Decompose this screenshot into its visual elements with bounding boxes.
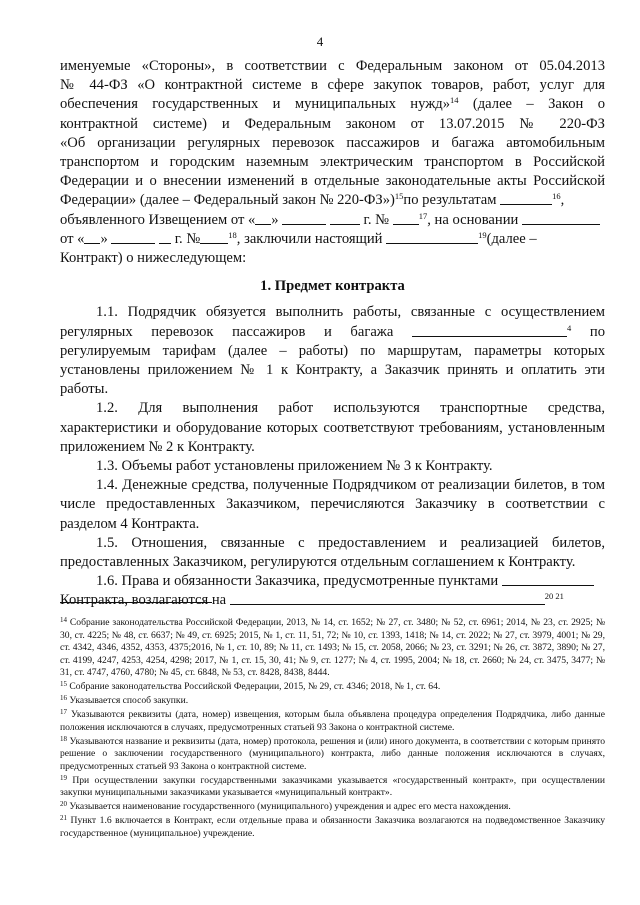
intro-line-7: Федерации и о внесении изменений в отдельные законодательные акты Российской [60, 173, 605, 190]
intro-line-3: обеспечения государственных и муниципальных нужд»$^{14}$ (далее – Закон о [60, 95, 605, 113]
intro-line-9: объявленного Извещением от « » г. № $^{17}$, на основании [60, 211, 605, 230]
intro-line-1: именуемые «Стороны», в соответствии с Федеральным законом от 05.04.2013 [60, 58, 605, 74]
blank-contract-type [386, 230, 478, 244]
footnote-ref-18: 18 [228, 229, 237, 240]
footnote-ref-4: 4 [567, 322, 572, 333]
blank-procurement-method [500, 191, 552, 205]
clause-1-1-line-1: 1.1. Подрядчик обязуется выполнить работы, связанные с осуществлением [96, 304, 605, 321]
blank-notice-day [255, 211, 271, 225]
footnote-ref-19: 19 [478, 229, 487, 240]
blank-transport-type [412, 323, 567, 337]
blank-institution [230, 591, 545, 605]
blank-clause-numbers [502, 572, 594, 586]
intro-line-10: от « » г. № $^{18}$, заключили настоящий $^{19}$(далее – [60, 229, 537, 247]
footnote-16: $^{16}$ Указывается способ закупки. [60, 694, 189, 706]
intro-line-6: транспортом и городским наземным электрическим транспортом в Российской [60, 154, 605, 171]
section-heading: 1. Предмет контракта [260, 278, 405, 295]
footnote-ref-16: 16 [552, 191, 561, 202]
intro-line-8: Федерации» (далее – Федеральный закон № 220-ФЗ»)$^{15}$по результатам $^{16}$, [60, 191, 565, 209]
clause-1-2: 1.2. Для выполнения работ используются транспортные средства, характеристики и оборудование которых соответствуют требованиям, установленным приложением № 2 к Контракту. [60, 400, 605, 455]
footnote-ref-20-21: 20 21 [544, 591, 564, 602]
footnote-14: $^{14}$ Собрание законодательства Российской Федерации, 2013, № 14, ст. 1652; № 27, ст. 3480; № 52, ст. 6961; 2014, № 23, ст. 2925; № 30, ст. 4225; № 48, ст. 6637; № 49, ст. 6925; 2015, № 1, ст. 11, 51, 72; № 10, ст. 1393, 1418; № 14, ст. 2022; № 27, ст. 3979, 4001; № 29, ст. 4342, 4346, 4352, 4353, 4375;2016, № 1, ст. 10, 89; № 11, ст. 1493; № 15, ст. 2058, 2066; № 23, ст. 3291; № 26, ст. 3872, 3890; № 27, ст. 4199, 4247, 4253, 4254, 4298; 2017, № 1, ст. 15, 30, 41; № 9, ст. 1277; № 4, ст. 1995, 2004; № 18, ст. 2660; № 24, ст. 3475, 3477; № 31, ст. 4747, 4760, 4780; № 45, ст. 6848, № 53, ст. 8428, 8438, 8444. [60, 616, 605, 678]
blank-notice-number [393, 211, 419, 225]
footnote-17: $^{17}$ Указываются реквизиты (дата, номер) извещения, которым была объявлена процедура определения Подрядчика, либо данные положения исключаются в случаях, предусмотренных статьей 93 Закона о контрактной системе. [60, 708, 605, 733]
blank-notice-month [282, 211, 326, 225]
blank-basis [522, 211, 600, 225]
blank-protocol-day [84, 230, 100, 244]
intro-line-5: «Об организации регулярных перевозок пассажиров и багажа автомобильным [60, 134, 605, 151]
intro-line-11: Контракт) о нижеследующем: [60, 250, 247, 267]
footnote-18: $^{18}$ Указываются название и реквизиты (дата, номер) протокола, решения и (или) иного документа, в соответствии с которым принято решение о заключении государственного (муниципального) контракта, либо данные положения исключаются в случаях, предусмотренных статьей 93 Закона о контрактной системе. [60, 734, 605, 772]
page-number: 4 [316, 34, 324, 49]
blank-protocol-month [111, 230, 155, 244]
clause-1-1-rest: регулируемым тарифам (далее – работы) по маршрутам, параметры которых установлены приложением № 1 к Контракту, а Заказчик принять и оплатить эти работы. [60, 342, 605, 398]
blank-protocol-year [159, 230, 171, 244]
footnote-21: $^{21}$ Пункт 1.6 включается в Контракт, если отдельные права и обязанности Заказчика возлагаются на подведомственное Заказчику государственное (муниципальное) учреждение. [60, 814, 605, 839]
footnote-ref-14: 14 [450, 95, 459, 106]
footnote-20: $^{20}$ Указывается наименование государственного (муниципального) учреждения и адрес его места нахождения. [60, 800, 511, 812]
intro-line-2: № 44-ФЗ «О контрактной системе в сфере закупок товаров, работ, услуг для [60, 77, 605, 94]
clause-1-4: 1.4. Денежные средства, полученные Подрядчиком от реализации билетов, в том числе предоставленных Заказчиком, перечисляются Заказчику в соответствии с разделом 4 Контракта. [60, 477, 605, 532]
blank-protocol-number [200, 230, 228, 244]
footnotes [60, 617, 605, 842]
intro-line-4: контрактной системе) и Федеральным законом от 13.07.2015 № 220-ФЗ [60, 115, 605, 132]
footnote-15: $^{15}$ Собрание законодательства Российской Федерации, 2015, № 29, ст. 4346; 2018, № 1, ст. 64. [60, 680, 441, 692]
clause-1-5: 1.5. Отношения, связанные с предоставлением и реализацией билетов, предоставленных Заказчиком, регулируются отдельным соглашением к Контракту. [60, 534, 605, 571]
clause-1-1-line-2: регулярных перевозок пассажиров и багажа $^4$ по [60, 322, 605, 340]
footnote-ref-15: 15 [394, 191, 404, 202]
footnote-19: $^{19}$ При осуществлении закупки государственными заказчиками указывается «государственный контракт», при осуществлении закупки муниципальными заказчиками указывается «муниципальный контракт». [60, 773, 605, 798]
clause-1-6-line-2: Контракта, возлагаются на $^{20 21}$ [60, 591, 564, 609]
clause-1-6-line-1: 1.6. Права и обязанности Заказчика, предусмотренные пунктами [60, 572, 605, 591]
footnote-separator [60, 602, 212, 603]
blank-notice-year [330, 211, 360, 225]
clause-1-3: 1.3. Объемы работ установлены приложением № 3 к Контракту. [96, 458, 493, 475]
footnote-ref-17: 17 [418, 210, 428, 221]
contract-body [60, 57, 605, 611]
